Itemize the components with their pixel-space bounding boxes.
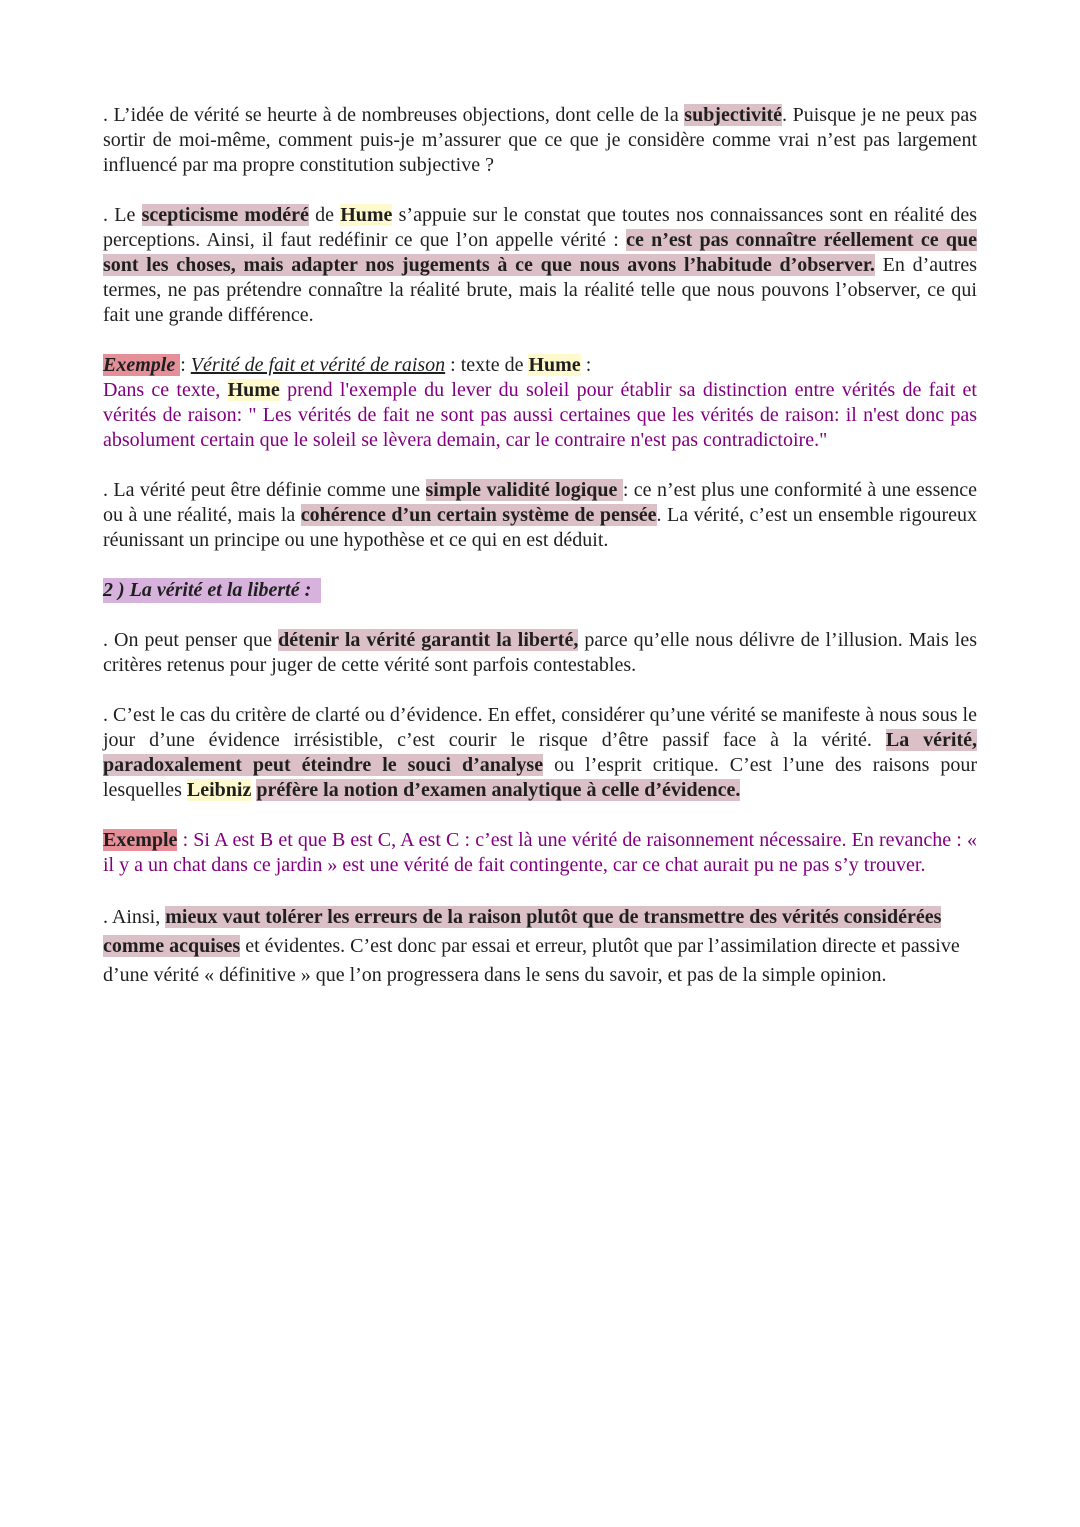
quote-text: prend l'exemple du lever du soleil pour établir sa distinction entre vérités de fait et vérités de raison: " Les vérités de fait ne sont pas aussi certaines que les vérités de raison: il n'est donc pas absolument certain que le soleil se lèvera demain, car le contraire n'est pas contradictoire." [103, 379, 977, 451]
text: . Ainsi, [103, 906, 166, 928]
text: . La vérité peut être définie comme une [103, 479, 426, 501]
text: . La vérité, c’est un ensemble rigoureux réunissant un principe ou une hypothèse et ce qui en est déduit. [103, 504, 977, 551]
paragraph-example-hume [103, 353, 977, 453]
text: : [180, 354, 191, 376]
text: : texte de [445, 354, 529, 376]
paragraph-evidence [103, 703, 977, 803]
text: et évidentes. C’est donc par essai et erreur, plutôt que par l’assimilation directe et passive d’une vérité « définitive » que l’on progressera dans le sens du savoir, et pas de la simple opinion. [103, 935, 960, 986]
text: ou l’esprit critique. C’est l’une des raisons pour lesquelles [103, 754, 977, 801]
section-title: 2 ) La vérité et la liberté : [103, 578, 321, 603]
text: parce qu’elle nous délivre de l’illusion. Mais les critères retenus pour juger de cette vérité sont parfois contestables. [103, 629, 977, 676]
highlight-leibniz: Leibniz [186, 779, 252, 801]
text: . Le [103, 204, 142, 226]
highlight-definition: ce n’est pas connaître réellement ce que sont les choses, mais adapter nos jugements à ce que nous avons l’habitude d’observer. [103, 229, 977, 276]
highlight-validite: simple validité logique [425, 479, 623, 501]
paragraph-freedom [103, 628, 977, 678]
highlight-coherence: cohérence d’un certain système de pensée [300, 504, 657, 526]
paragraph-logical-validity [103, 478, 977, 553]
section-heading [103, 578, 977, 603]
highlight-subjectivite: subjectivité [684, 104, 783, 126]
paragraph-conclusion [103, 903, 977, 990]
highlight-erreurs: mieux vaut tolérer les erreurs de la raison plutôt que de transmettre des vérités considérées comme acquises [103, 906, 942, 957]
text: de [308, 204, 341, 226]
text: : [580, 354, 592, 376]
text: . On peut penser que [103, 629, 279, 651]
paragraph-subjectivity [103, 103, 977, 178]
text: : ce n’est plus une conformité à une essence ou à une réalité, mais la [103, 479, 978, 526]
text: . L’idée de vérité se heurte à de nombreuses objections, dont celle de la [103, 104, 685, 126]
text: En d’autres termes, ne pas prétendre connaître la réalité brute, mais la réalité telle que nous pouvons l’observer, ce qui fait une grande différence. [103, 254, 977, 326]
highlight-liberte: détenir la vérité garantit la liberté, [278, 629, 579, 651]
example-title: Vérité de fait et vérité de raison [190, 354, 446, 376]
text: . C’est le cas du critère de clarté ou d’évidence. En effet, considérer qu’une vérité se manifeste à nous sous le jour d’une évidence irrésistible, c’est courir le risque d’être passif face à la vérité. [103, 704, 977, 751]
highlight-examen: préfère la notion d’examen analytique à celle d’évidence. [256, 779, 741, 801]
highlight-hume: Hume [528, 354, 581, 376]
paragraph-scepticism [103, 203, 977, 328]
text: s’appuie sur le constat que toutes nos connaissances sont en réalité des perceptions. Ainsi, il faut redéfinir ce que l’on appelle vérité : [103, 204, 978, 251]
example-label: Exemple [103, 829, 178, 851]
text: . Puisque je ne peux pas sortir de moi-même, comment puis-je m’assurer que ce que je considère comme vrai n’est pas largement influencé par ma propre constitution subjective ? [103, 104, 978, 176]
quote-text: Dans ce texte, [103, 379, 228, 401]
highlight-analyse: La vérité, paradoxalement peut éteindre le souci d’analyse [103, 729, 978, 776]
highlight-hume: Hume [340, 204, 393, 226]
document-page [103, 103, 977, 1015]
example-text: : Si A est B et que B est C, A est C : c’est là une vérité de raisonnement nécessaire. En revanche : « il y a un chat dans ce jardin » est une vérité de fait contingente, car ce chat aurait pu ne pas s’y trouver. [103, 829, 977, 876]
highlight-scepticisme: scepticisme modéré [141, 204, 309, 226]
paragraph-example-logic [103, 828, 977, 878]
example-label: Exemple [103, 354, 181, 376]
highlight-hume: Hume [227, 379, 280, 401]
